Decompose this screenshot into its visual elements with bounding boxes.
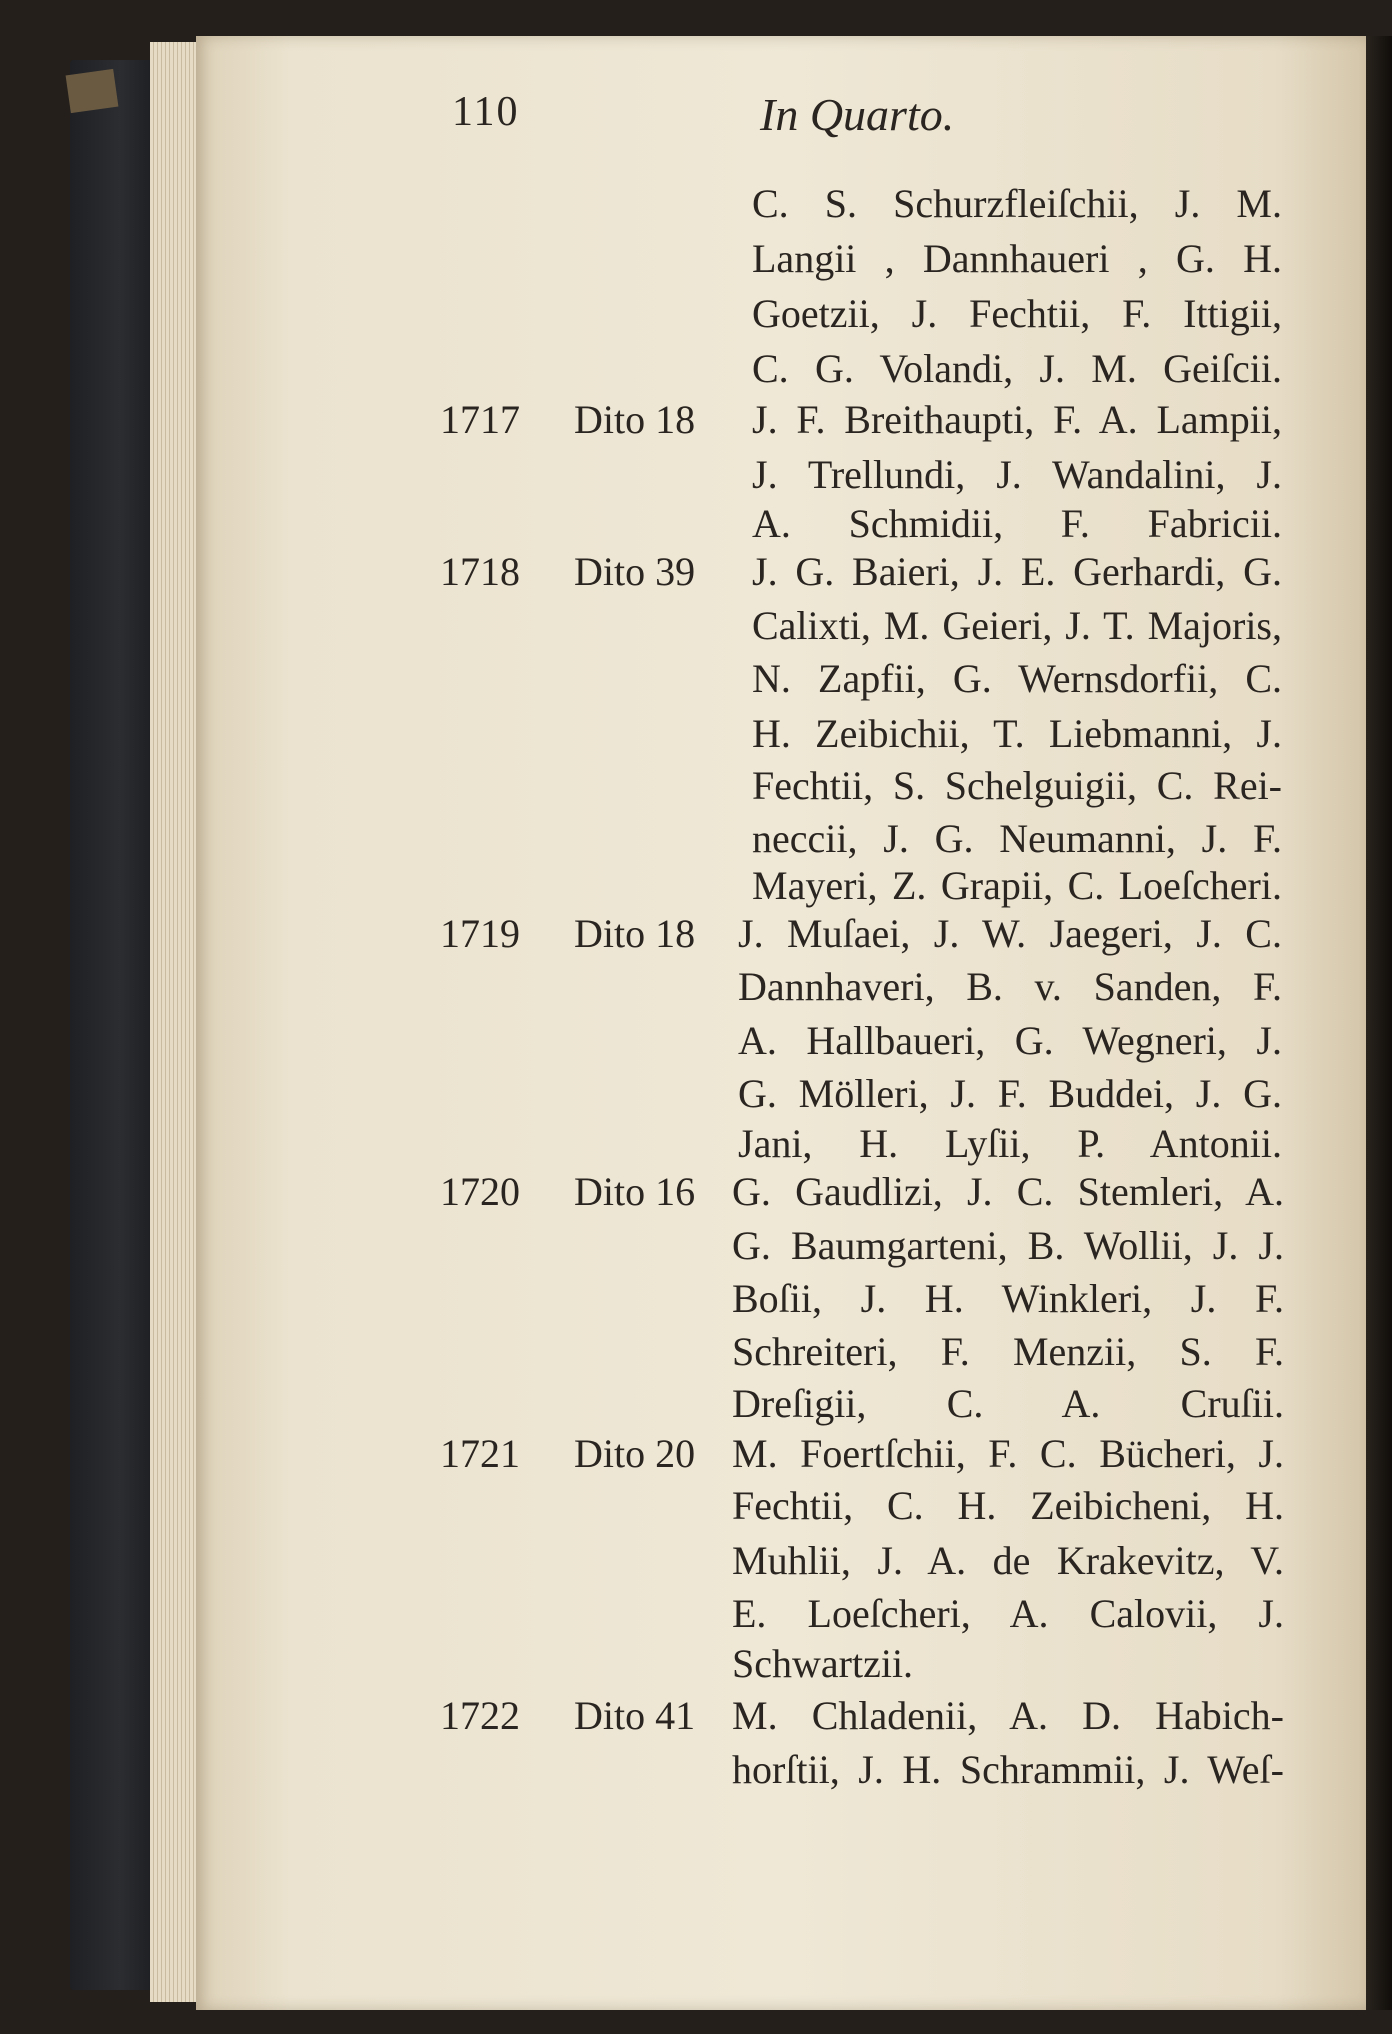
entry-line: Jani, H. Lyſii, P. Antonii. [738, 1121, 1282, 1166]
binding-tab [66, 69, 119, 113]
entry-line: A. Hallbaueri, G. Wegneri, J. [738, 1018, 1282, 1063]
entry-line: horſtii, J. H. Schrammii, J. Weſ- [732, 1747, 1284, 1792]
entry-line: N. Zapfii, G. Wernsdorfii, C. [752, 656, 1282, 701]
entry-line: E. Loeſcheri, A. Calovii, J. [732, 1591, 1284, 1636]
page-right-edge [1366, 36, 1392, 2010]
entry-line: Goetzii, J. Fechtii, F. Ittigii, [752, 291, 1282, 336]
entry-line: C. S. Schurzfleiſchii, J. M. [752, 181, 1282, 226]
entry-line: M. Foertſchii, F. C. Bücheri, J. [732, 1431, 1284, 1476]
entry-dito: Dito 18 [574, 397, 696, 442]
entry-line: Dreſigii, C. A. Cruſii. [732, 1381, 1284, 1426]
entry-line: G. Baumgarteni, B. Wollii, J. J. [732, 1223, 1284, 1268]
entry-line: M. Chladenii, A. D. Habich- [732, 1693, 1284, 1738]
entry-line: Langii , Dannhaueri , G. H. [752, 236, 1282, 281]
entry-line: C. G. Volandi, J. M. Geiſcii. [752, 346, 1282, 391]
entry-dito: Dito 41 [574, 1693, 696, 1738]
entry-line: A. Schmidii, F. Fabricii. [752, 501, 1282, 546]
entry-line: H. Zeibichii, T. Liebmanni, J. [752, 711, 1282, 756]
entry-year: 1719 [440, 911, 520, 956]
entry-line: Calixti, M. Geieri, J. T. Majoris, [752, 603, 1282, 648]
entry-year: 1722 [440, 1693, 520, 1738]
entry-line: J. F. Breithaupti, F. A. Lampii, [752, 397, 1282, 442]
entry-line: Muhlii, J. A. de Krakevitz, V. [732, 1538, 1284, 1583]
entry-line: Boſii, J. H. Winkleri, J. F. [732, 1276, 1284, 1321]
entry-line: G. Mölleri, J. F. Buddei, J. G. [738, 1071, 1282, 1116]
entry-line: neccii, J. G. Neumanni, J. F. [752, 816, 1282, 861]
entry-year: 1718 [440, 549, 520, 594]
running-title: In Quarto. [760, 89, 955, 140]
entry-line: Fechtii, C. H. Zeibicheni, H. [732, 1483, 1284, 1528]
entry-year: 1720 [440, 1169, 520, 1214]
entry-dito: Dito 16 [574, 1169, 696, 1214]
entry-year: 1721 [440, 1431, 520, 1476]
page-number: 110 [452, 89, 520, 135]
entry-line: J. Muſaei, J. W. Jaegeri, J. C. [738, 911, 1282, 956]
entry-line: Schwartzii. [732, 1641, 914, 1686]
entry-line: Fechtii, S. Schelguigii, C. Rei- [752, 763, 1282, 808]
entry-line: Schreiteri, F. Menzii, S. F. [732, 1329, 1284, 1374]
entry-line: J. Trellundi, J. Wandalini, J. [752, 452, 1282, 497]
entry-dito: Dito 39 [574, 549, 696, 594]
entry-dito: Dito 20 [574, 1431, 696, 1476]
entry-line: J. G. Baieri, J. E. Gerhardi, G. [752, 549, 1282, 594]
entry-line: Dannhaveri, B. v. Sanden, F. [738, 964, 1282, 1009]
entry-line: Mayeri, Z. Grapii, C. Loeſcheri. [752, 863, 1282, 908]
entry-year: 1717 [440, 397, 520, 442]
entry-line: G. Gaudlizi, J. C. Stemleri, A. [732, 1169, 1284, 1214]
entry-dito: Dito 18 [574, 911, 696, 956]
